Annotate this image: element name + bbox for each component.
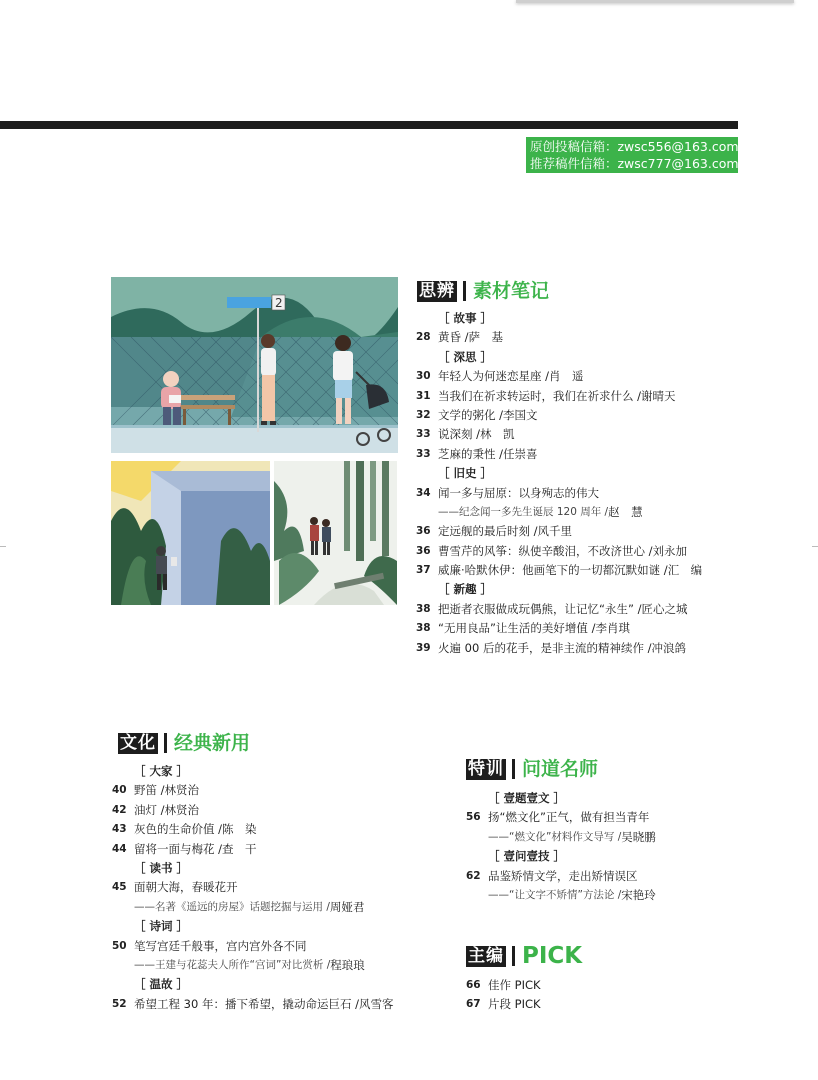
toc-indent <box>416 309 438 328</box>
toc-category-label: ［ 故事 ］ <box>438 311 493 325</box>
toc-author: 李国文 <box>503 407 538 422</box>
toc-subtitle-line <box>416 503 702 522</box>
toc-entry <box>466 995 541 1014</box>
toc-entry <box>416 328 702 347</box>
toc-page-number: 44 <box>112 842 127 855</box>
toc-list-sibian <box>416 309 702 658</box>
toc-entry <box>466 867 656 886</box>
toc-article-title: 油灯 / <box>134 802 165 817</box>
toc-category-label: ［ 诗词 ］ <box>134 919 189 934</box>
toc-entry <box>466 976 541 995</box>
toc-page-number: 31 <box>416 389 431 402</box>
toc-category <box>112 917 393 936</box>
section-title: 素材笔记 <box>473 280 550 302</box>
toc-article-title: 留将一面与梅花 / <box>134 841 223 856</box>
toc-page-number: 37 <box>416 564 431 577</box>
toc-author: 风雪客 <box>358 996 394 1011</box>
illustration-bus-stop <box>111 277 398 453</box>
toc-category-label: ［ 壹问壹技 ］ <box>488 849 566 864</box>
toc-list-wenhua <box>112 762 393 1014</box>
toc-page-number: 38 <box>416 622 431 635</box>
toc-entry <box>416 425 702 444</box>
toc-page-number: 62 <box>466 869 481 882</box>
toc-page-number: 43 <box>112 823 127 836</box>
toc-entry <box>112 995 393 1014</box>
toc-indent <box>416 464 438 483</box>
bus-stop-number: 2 <box>275 296 283 310</box>
section-divider <box>164 733 167 753</box>
section-tag: 文化 <box>120 732 156 753</box>
toc-author: 冲浪鸽 <box>651 640 686 655</box>
toc-list-texun <box>466 789 656 905</box>
toc-indent <box>112 762 134 781</box>
toc-article-title: 把逝者衣服做成玩偶熊，让记忆“永生” / <box>438 601 642 616</box>
section-header-texun <box>466 758 598 780</box>
crop-mark-left <box>0 546 6 547</box>
toc-subtitle-line <box>112 956 393 975</box>
section-header-zhubian <box>466 945 582 967</box>
toc-author: 程琅琅 <box>330 957 365 972</box>
toc-entry <box>112 878 393 897</box>
toc-page-number <box>466 828 488 847</box>
toc-page-number: 39 <box>416 641 431 654</box>
toc-page-number <box>112 956 134 975</box>
toc-page-number: 28 <box>416 331 431 344</box>
crop-mark-right <box>812 546 818 547</box>
toc-category <box>416 348 702 367</box>
toc-entry <box>112 937 393 956</box>
toc-author: 吴晓鹏 <box>621 829 656 844</box>
toc-entry <box>416 484 702 503</box>
toc-indent <box>112 917 134 936</box>
toc-category <box>416 580 702 599</box>
toc-page-number: 33 <box>416 428 431 441</box>
section-header-sibian <box>417 280 549 302</box>
toc-article-title: 笔写宫廷千般事，宫内宫外各不同 <box>134 938 307 953</box>
toc-article-subtitle: ——纪念闻一多先生诞辰 120 周年 / <box>438 505 609 518</box>
toc-subtitle-line <box>112 898 393 917</box>
toc-category <box>112 762 393 781</box>
toc-category <box>416 464 702 483</box>
toc-list-zhubian <box>466 976 541 1015</box>
toc-entry <box>416 367 702 386</box>
toc-category-label: ［ 旧史 ］ <box>438 466 493 481</box>
toc-entry <box>112 820 393 839</box>
toc-author: 任崇喜 <box>503 446 538 461</box>
page-edge-shadow <box>516 0 794 3</box>
toc-entry <box>112 801 393 820</box>
toc-entry <box>112 781 393 800</box>
toc-article-subtitle: ——王建与花蕊夫人所作“宫词”对比赏析 / <box>134 958 331 971</box>
toc-page-number: 38 <box>416 602 431 615</box>
toc-page-number <box>466 886 488 905</box>
toc-subtitle-line <box>466 886 656 905</box>
toc-author: 肖 遥 <box>549 369 584 384</box>
toc-author: 刘永加 <box>652 543 688 558</box>
toc-page-number: 52 <box>112 997 127 1010</box>
toc-category-label: ［ 温故 ］ <box>134 977 189 992</box>
toc-category <box>466 847 656 866</box>
toc-category <box>112 975 393 994</box>
toc-page-number: 50 <box>112 939 127 952</box>
toc-article-title: 文学的粥化 / <box>438 407 504 422</box>
section-title: 问道名师 <box>522 758 599 780</box>
toc-category-label: ［ 壹题壹文 ］ <box>488 791 566 805</box>
toc-indent <box>466 847 488 866</box>
toc-page-number: 34 <box>416 486 431 499</box>
toc-indent <box>416 580 438 599</box>
section-divider <box>463 281 466 301</box>
toc-article-title: 片段 PICK <box>488 997 541 1012</box>
toc-author: 萨 基 <box>468 330 504 345</box>
toc-author: 风千里 <box>537 524 573 539</box>
toc-page-number <box>112 898 134 917</box>
toc-entry <box>416 600 702 619</box>
toc-article-subtitle: ——“燃文化”材料作文导写 / <box>488 830 622 843</box>
toc-category-label: ［ 读书 ］ <box>134 860 189 875</box>
toc-author: 李肖琪 <box>595 621 630 636</box>
contact-box <box>526 137 738 173</box>
section-divider <box>512 759 515 779</box>
toc-article-title: 闻一多与屈原：以身殉志的伟大 <box>438 485 599 500</box>
toc-article-title: 扬“燃文化”正气，做有担当青年 <box>488 810 650 825</box>
toc-article-title: 当我们在祈求转运时，我们在祈求什么 / <box>438 388 642 403</box>
toc-entry <box>416 445 702 464</box>
toc-article-title: 威廉·哈默休伊：他画笔下的一切都沉默如谜 / <box>438 563 668 578</box>
toc-entry <box>416 639 702 658</box>
toc-article-subtitle: ——“让文字不矫情”方法论 / <box>488 888 622 901</box>
toc-page-number <box>416 503 438 522</box>
toc-page-number: 56 <box>466 811 481 824</box>
toc-page-number: 36 <box>416 544 431 557</box>
toc-author: 陈 染 <box>222 822 257 837</box>
section-tag: 主编 <box>468 945 504 966</box>
toc-page-number: 40 <box>112 784 127 797</box>
toc-article-subtitle: ——名著《遥远的房屋》话题挖掘与运用 / <box>134 900 330 913</box>
header-rule <box>0 121 738 129</box>
toc-indent <box>416 348 438 367</box>
section-divider <box>512 946 515 966</box>
toc-article-title: 灰色的生命价值 / <box>134 822 223 837</box>
toc-entry <box>416 561 702 580</box>
toc-article-title: “无用良品”让生活的美好增值 / <box>438 621 596 636</box>
contact-email-original: 原创投稿信箱：zwsc556@163.com <box>530 139 739 154</box>
toc-article-title: 火遍 00 后的花手，是非主流的精神续作 / <box>438 640 652 655</box>
section-tag: 思辨 <box>419 280 455 301</box>
toc-author: 查 干 <box>222 841 257 856</box>
section-title: PICK <box>522 943 583 969</box>
toc-article-title: 曹雪芹的风筝：纵使辛酸泪，不改济世心 / <box>438 543 653 558</box>
toc-category <box>112 859 393 878</box>
toc-article-title: 品鉴矫情文学，走出矫情误区 <box>488 868 638 883</box>
toc-entry <box>112 840 393 859</box>
toc-page-number: 30 <box>416 370 431 383</box>
section-header-wenhua <box>118 732 250 754</box>
toc-entry <box>416 542 702 561</box>
toc-article-title: 黄昏 / <box>438 330 469 345</box>
toc-author: 林 凯 <box>480 427 515 442</box>
toc-entry <box>416 406 702 425</box>
toc-author: 谢晴天 <box>641 388 676 403</box>
toc-page-number: 66 <box>466 979 481 991</box>
section-tag: 特训 <box>468 758 504 779</box>
toc-article-title: 芝麻的秉性 / <box>438 446 504 461</box>
toc-article-title: 面朝大海，春暖花开 <box>134 880 238 895</box>
toc-article-title: 说深刻 / <box>438 427 481 442</box>
toc-indent <box>112 975 134 994</box>
illustration-garden-house <box>111 461 270 605</box>
toc-author: 林贤治 <box>164 783 200 798</box>
illustration-forest-walk <box>274 461 397 605</box>
toc-author: 匠心之城 <box>641 601 688 616</box>
toc-category <box>416 309 702 328</box>
toc-article-title: 佳作 PICK <box>488 978 541 992</box>
toc-entry <box>466 808 656 827</box>
toc-author: 周娅君 <box>329 899 365 914</box>
toc-category-label: ［ 大家 ］ <box>134 764 189 778</box>
toc-entry <box>416 522 702 541</box>
toc-page-number: 33 <box>416 447 431 460</box>
toc-author: 汇 编 <box>667 563 703 578</box>
toc-page-number: 32 <box>416 408 431 421</box>
toc-author: 宋艳玲 <box>621 887 656 902</box>
toc-article-title: 野笛 / <box>134 783 165 798</box>
toc-page-number: 42 <box>112 803 127 816</box>
toc-page-number: 36 <box>416 525 431 538</box>
toc-entry <box>416 619 702 638</box>
toc-page-number: 67 <box>466 998 481 1011</box>
toc-category <box>466 789 656 808</box>
contact-email-recommend: 推荐稿件信箱：zwsc777@163.com <box>530 156 739 171</box>
toc-category-label: ［ 新趣 ］ <box>438 582 493 597</box>
toc-article-title: 希望工程 30 年：播下希望，撬动命运巨石 / <box>134 996 359 1011</box>
toc-page-number: 45 <box>112 881 127 894</box>
toc-author: 赵 慧 <box>608 504 643 519</box>
toc-indent <box>112 859 134 878</box>
toc-article-title: 年轻人为何迷恋星座 / <box>438 369 550 384</box>
section-title: 经典新用 <box>174 732 251 754</box>
toc-entry <box>416 387 702 406</box>
toc-indent <box>466 789 488 808</box>
toc-subtitle-line <box>466 828 656 847</box>
toc-article-title: 定远舰的最后时刻 / <box>438 524 538 539</box>
toc-category-label: ［ 深思 ］ <box>438 349 493 364</box>
toc-author: 林贤治 <box>164 802 200 817</box>
